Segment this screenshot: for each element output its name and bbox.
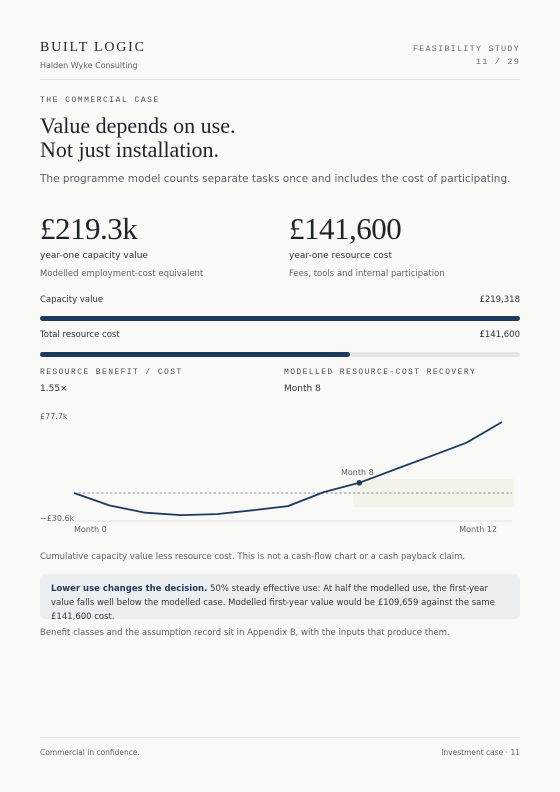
page-counter: 11 / 29 — [475, 57, 520, 67]
title-line-2: Not just installation. — [40, 137, 220, 162]
y-tick-label-min: −£30.6k — [40, 514, 75, 523]
y-tick-label-max: £77.7k — [40, 412, 68, 421]
cost-bar-fill — [40, 352, 350, 357]
header-divider — [40, 79, 520, 80]
page-title — [40, 114, 236, 162]
capacity-value-sub: Modelled employment-cost equivalent — [40, 269, 204, 279]
study-label — [413, 43, 520, 69]
benefit-cost-ratio: 1.55× — [40, 384, 68, 394]
sensitivity-callout — [40, 574, 520, 622]
capacity-bar-track — [40, 316, 520, 321]
cumulative-value-chart — [40, 405, 520, 537]
chart-caption: Cumulative capacity value less resource cost. This is not a cash-flow chart or a cash payback claim. — [40, 552, 466, 562]
report-page — [40, 0, 520, 792]
callout-body: 50% steady effective use: At half the modelled use, the first-year value falls well below the modelled case. Modelled first-year value would be £109,659 against the same £141,600 cost. — [51, 584, 495, 622]
recovery-point-label: Month 8 — [340, 467, 374, 477]
capacity-value-stat: £219.3k — [40, 211, 138, 246]
title-line-1: Value depends on use. — [40, 113, 236, 138]
capacity-bar-fill — [40, 316, 520, 321]
capacity-bar-value: £219,318 — [479, 295, 520, 305]
footer-page-label: Investment case · 11 — [441, 748, 520, 757]
resource-cost-stat: £141,600 — [289, 211, 402, 246]
confidentiality-note: Commercial in confidence. — [40, 748, 140, 757]
capacity-value-label: year-one capacity value — [40, 251, 148, 261]
recovery-month: Month 8 — [284, 384, 321, 394]
recovery-heading: MODELLED RESOURCE-COST RECOVERY — [284, 368, 477, 377]
consultancy-name: Halden Wyke Consulting — [40, 61, 138, 70]
appendix-note: Benefit classes and the assumption record sit in Appendix B, with the inputs that produce them. — [40, 628, 450, 638]
brand-name: BUILT LOGIC — [40, 40, 146, 55]
x-tick-label-start: Month 0 — [74, 525, 107, 534]
cost-bar-value: £141,600 — [479, 330, 520, 340]
footer-divider — [40, 737, 520, 738]
x-tick-label-end: Month 12 — [459, 525, 497, 534]
study-type: FEASIBILITY STUDY — [412, 44, 520, 54]
lede-text: The programme model counts separate tasks once and includes the cost of participating. — [40, 173, 511, 185]
resource-cost-sub: Fees, tools and internal participation — [289, 269, 445, 279]
cost-bar-track — [40, 352, 520, 357]
cost-bar-label: Total resource cost — [40, 330, 120, 340]
resource-cost-label: year-one resource cost — [289, 251, 392, 261]
benefit-cost-heading: RESOURCE BENEFIT / COST — [40, 368, 183, 377]
callout-heading: Lower use changes the decision. — [51, 584, 208, 594]
recovery-point-marker — [357, 480, 363, 486]
capacity-bar-label: Capacity value — [40, 295, 104, 305]
section-kicker: THE COMMERCIAL CASE — [40, 96, 160, 105]
